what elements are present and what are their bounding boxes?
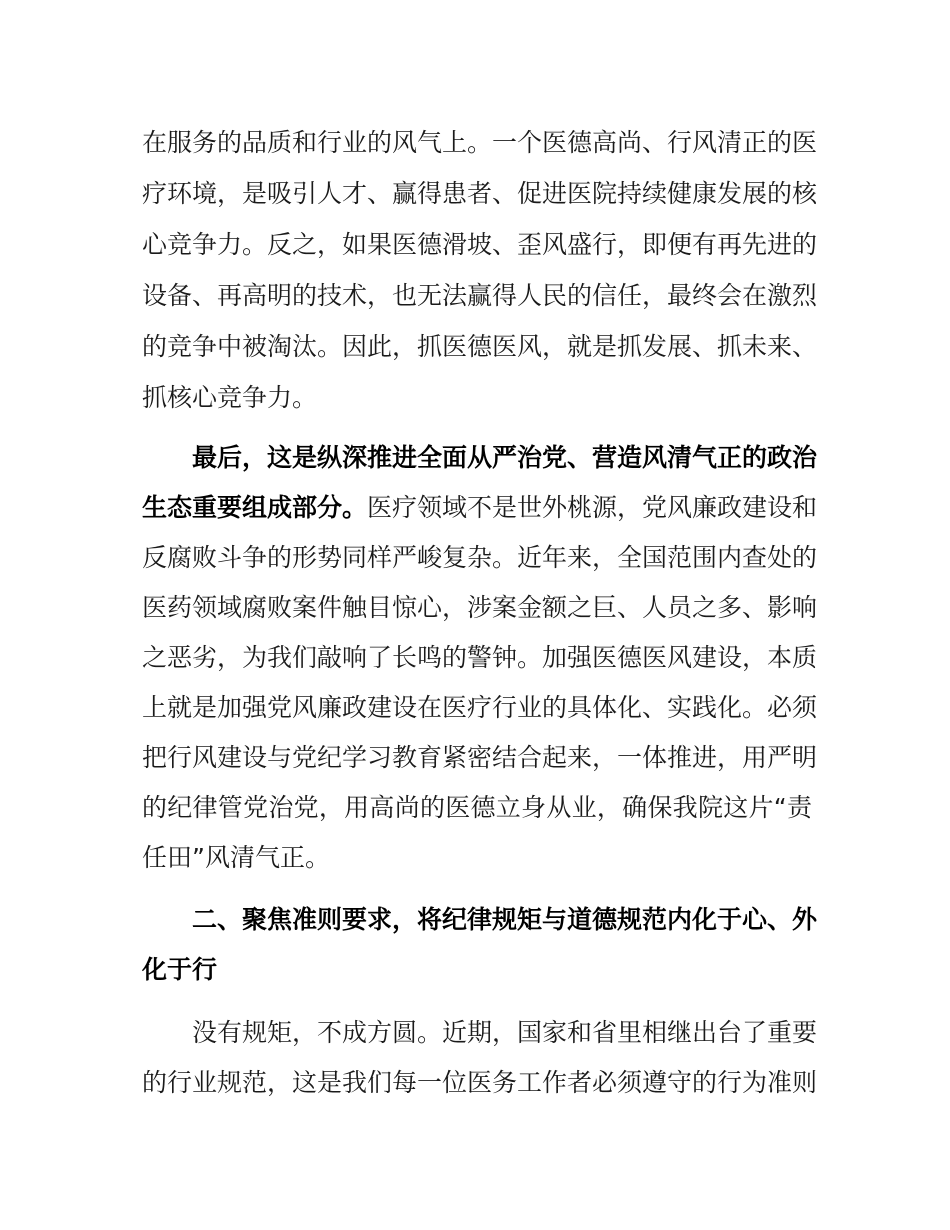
paragraph-line: 医药领域腐败案件触目惊心，涉案金额之巨、人员之多、影响 (142, 593, 818, 622)
bold-lead-sentence: 最后，这是纵深推进全面从严治党、营造风清气正的政治 (192, 443, 818, 472)
paragraph-line: 之恶劣，为我们敲响了长鸣的警钟。加强医德医风建设，本质 (142, 643, 818, 672)
paragraph-line: 的行业规范，这是我们每一位医务工作者必须遵守的行为准则 (142, 1068, 818, 1097)
paragraph-line: 任田”风清气正。 (142, 843, 330, 872)
paragraph-line: 疗环境，是吸引人才、赢得患者、促进医院持续健康发展的核 (142, 179, 818, 208)
paragraph-line: 心竞争力。反之，如果医德滑坡、歪风盛行，即便有再先进的 (142, 230, 818, 259)
paragraph-line: 设备、再高明的技术，也无法赢得人民的信任，最终会在激烈 (142, 281, 818, 310)
paragraph-text: 医疗领域不是世外桃源，党风廉政建设和 (367, 493, 818, 522)
paragraph-line: 没有规矩，不成方圆。近期，国家和省里相继出台了重要 (192, 1018, 818, 1047)
paragraph-line: 上就是加强党风廉政建设在医疗行业的具体化、实践化。必须 (142, 693, 818, 722)
section-heading: 化于行 (142, 955, 218, 984)
bold-lead-sentence: 生态重要组成部分。 (142, 493, 368, 522)
paragraph-line: 把行风建设与党纪学习教育紧密结合起来，一体推进，用严明 (142, 743, 818, 772)
paragraph-line: 的纪律管党治党，用高尚的医德立身从业，确保我院这片“责 (142, 793, 812, 822)
paragraph-line: 在服务的品质和行业的风气上。一个医德高尚、行风清正的医 (142, 128, 818, 157)
paragraph-line: 抓核心竞争力。 (142, 383, 318, 412)
paragraph-line: 反腐败斗争的形势同样严峻复杂。近年来，全国范围内查处的 (142, 543, 818, 572)
paragraph-line (142, 488, 818, 528)
paragraph-line: 的竞争中被淘汰。因此，抓医德医风，就是抓发展、抓未来、 (142, 332, 818, 361)
section-heading: 二、聚焦准则要求，将纪律规矩与道德规范内化于心、外 (192, 905, 818, 934)
